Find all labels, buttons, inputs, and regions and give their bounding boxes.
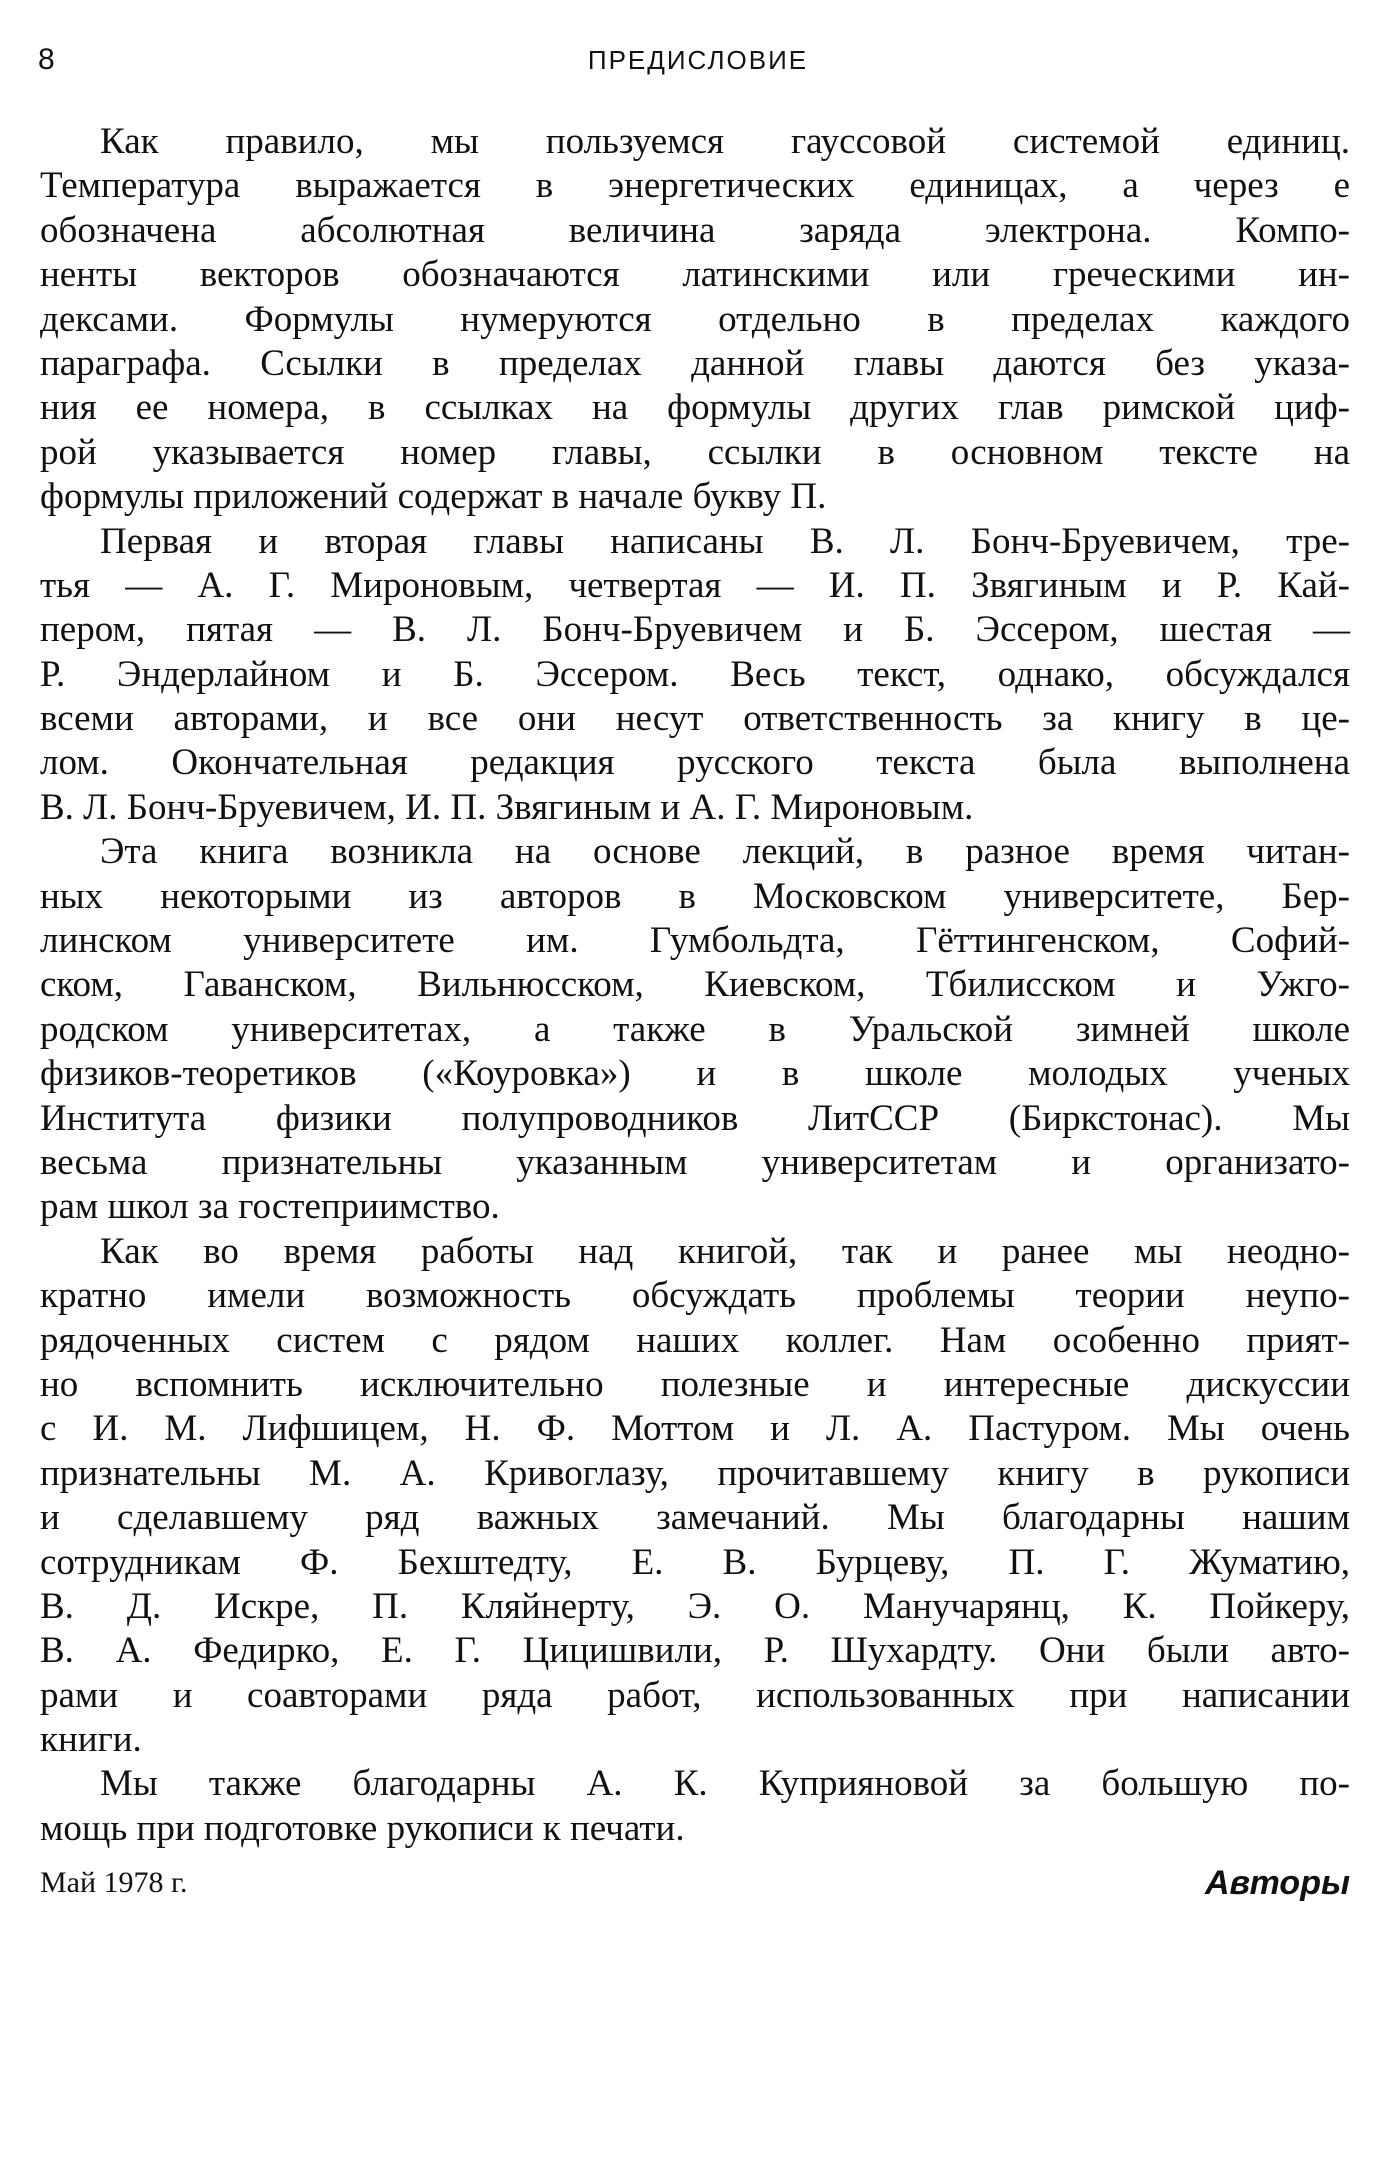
section-title: ПРЕДИСЛОВИЕ (587, 45, 809, 75)
text-line: кратно имели возможность обсуждать проблемы теории неупо- (40, 1275, 1350, 1317)
text-line: линском университете им. Гумбольдта, Гёттингенском, Софий- (40, 920, 1350, 962)
text-line: рой указывается номер главы, ссылки в основном тексте на (40, 431, 1350, 473)
paragraph-lectures (40, 830, 1350, 1230)
text-line: рам школ за гостеприимство. (40, 1186, 500, 1228)
text-line: весьма признательны указанным университетам и организато- (40, 1141, 1350, 1183)
date-line: Май 1978 г. (40, 1866, 188, 1899)
text-line: Р. Эндерлайном и Б. Эссером. Весь текст, однако, обсуждался (40, 653, 1350, 695)
text-line: рядоченных систем с рядом наших коллег. Нам особенно прият- (40, 1319, 1350, 1361)
text-line: рами и соавторами ряда работ, использованных при написании (40, 1674, 1350, 1716)
text-line: родском университетах, а также в Уральской зимней школе (40, 1008, 1350, 1050)
text-line: Как правило, мы пользуемся гауссовой системой единиц. (100, 121, 1350, 162)
text-line: физиков-теоретиков («Коуровка») и в школе молодых ученых (40, 1053, 1350, 1095)
text-line: Эта книга возникла на основе лекций, в разное время читан- (100, 831, 1350, 873)
paragraph-manuscript-help (40, 1762, 1350, 1851)
text-line: В. Д. Искре, П. Кляйнерту, Э. О. Манучарянц, К. Пойкеру, (40, 1585, 1350, 1627)
text-line: всеми авторами, и все они несут ответственность за книгу в це- (40, 698, 1350, 740)
text-line: с И. М. Лифшицем, Н. Ф. Моттом и Л. А. Пастуром. Мы очень (40, 1408, 1350, 1450)
text-line: параграфа. Ссылки в пределах данной главы даются без указа- (40, 342, 1350, 384)
text-line: обозначена абсолютная величина заряда электрона. Компо- (40, 209, 1350, 251)
signature-block (40, 1858, 1350, 1908)
text-line: дексами. Формулы нумеруются отдельно в пределах каждого (40, 298, 1350, 340)
text-line: ском, Гаванском, Вильнюсском, Киевском, Тбилисском и Ужго- (40, 964, 1350, 1006)
text-line: книги. (40, 1719, 142, 1761)
text-line: Мы также благодарны А. К. Куприяновой за большую по- (100, 1763, 1350, 1805)
page-number: 8 (38, 43, 55, 76)
text-line: пером, пятая — В. Л. Бонч-Бруевичем и Б. Эссером, шестая — (40, 609, 1350, 651)
text-line: сотрудникам Ф. Бехштедту, Е. В. Бурцеву, П. Г. Жуматию, (40, 1541, 1350, 1583)
paragraph-chapter-authors (40, 520, 1350, 831)
paragraph-acknowledgements (40, 1230, 1350, 1763)
text-line: Института физики полупроводников ЛитССР (Биркстонас). Мы (40, 1097, 1350, 1139)
body-text (40, 120, 1350, 1851)
text-line: Как во время работы над книгой, так и ранее мы неодно- (100, 1230, 1350, 1272)
paragraph-conventions (40, 120, 1350, 520)
text-line: В. А. Федирко, Е. Г. Цицишвили, Р. Шухардту. Они были авто- (40, 1630, 1350, 1672)
running-head (38, 40, 1358, 84)
text-line: ных некоторыми из авторов в Московском университете, Бер- (40, 875, 1350, 917)
text-line: но вспомнить исключительно полезные и интересные дискуссии (40, 1363, 1350, 1405)
text-line: и сделавшему ряд важных замечаний. Мы благодарны нашим (40, 1497, 1350, 1539)
text-line: В. Л. Бонч-Бруевичем, И. П. Звягиным и А. Г. Мироновым. (40, 786, 974, 828)
text-line: признательны М. А. Кривоглазу, прочитавшему книгу в рукописи (40, 1452, 1350, 1494)
text-line: мощь при подготовке рукописи к печати. (40, 1807, 685, 1849)
text-line: Температура выражается в энергетических единицах, а через e (40, 165, 1350, 207)
text-line: формулы приложений содержат в начале букву П. (40, 476, 827, 518)
authors-signature: Авторы (1205, 1864, 1350, 1902)
text-line: ненты векторов обозначаются латинскими или греческими ин- (40, 254, 1350, 296)
text-line: ния ее номера, в ссылках на формулы других глав римской циф- (40, 387, 1350, 429)
text-line: лом. Окончательная редакция русского текста была выполнена (40, 742, 1350, 784)
text-line: тья — А. Г. Мироновым, четвертая — И. П. Звягиным и Р. Кай- (40, 564, 1350, 606)
text-line: Первая и вторая главы написаны В. Л. Бонч-Бруевичем, тре- (100, 520, 1350, 562)
